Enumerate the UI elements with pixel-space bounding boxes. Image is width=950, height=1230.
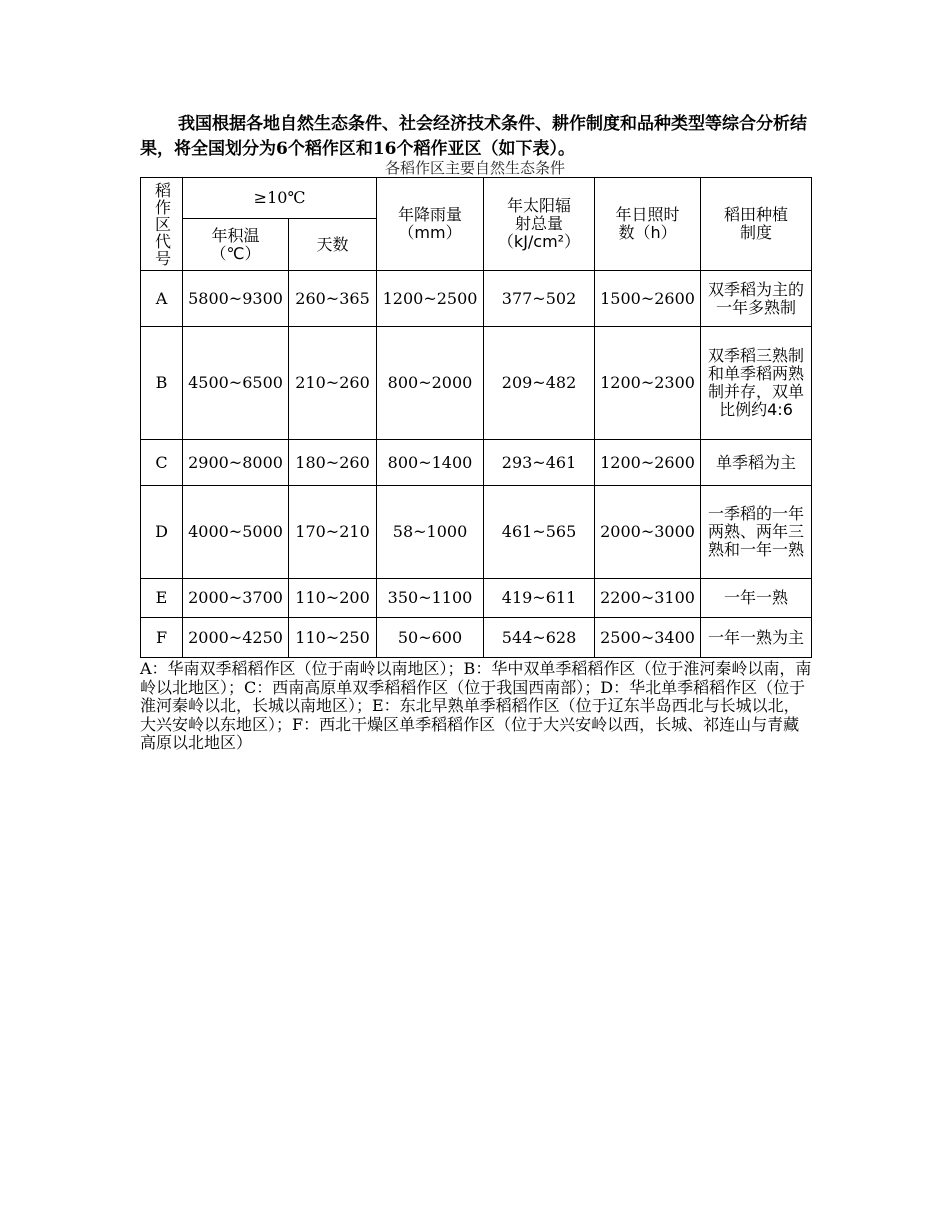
- header-accum-temp-unit: （℃）: [210, 243, 261, 263]
- intro-paragraph: [140, 112, 810, 162]
- table-row: [141, 618, 812, 658]
- cell-code: E: [141, 579, 183, 618]
- cell-temp: 2000~4250: [183, 618, 289, 658]
- cell-rain: 800~2000: [377, 327, 484, 440]
- header-rainfall-unit: （mm）: [398, 223, 462, 242]
- cell-solar: 293~461: [484, 440, 595, 486]
- cell-solar: 419~611: [484, 579, 595, 618]
- header-sunshine-label: 年日照时: [615, 205, 680, 224]
- cell-rain: 800~1400: [377, 440, 484, 486]
- header-system-label-2: 制度: [740, 223, 773, 242]
- cell-rain: 50~600: [377, 618, 484, 658]
- cell-solar: 377~502: [484, 271, 595, 327]
- region-notes: A：华南双季稻稻作区（位于南岭以南地区）；B：华中双单季稻稻作区（位于淮河秦岭以南，南岭以北地区）；C：西南高原单双季稻稻作区（位于我国西南部）；D：华北单季稻稻作区（位于淮河秦岭以北，长城以南地区）；E：东北早熟单季稻稻作区（位于辽东半岛西北与长城以北，大兴安岭以东地区）；F：西北干燥区单季稻稻作区（位于大兴安岭以西，长城、祁连山与青藏高原以北地区）: [140, 659, 812, 752]
- header-accum-temp: [183, 219, 289, 271]
- cell-days: 210~260: [289, 327, 377, 440]
- cell-days: 170~210: [289, 486, 377, 579]
- cell-sun: 1500~2600: [595, 271, 701, 327]
- cell-system: 一年一熟: [701, 579, 812, 618]
- header-days: 天数: [289, 219, 377, 271]
- header-region-code: 稻作区代号: [141, 178, 183, 271]
- cell-solar: 209~482: [484, 327, 595, 440]
- header-solar-unit: （kJ/cm²）: [497, 232, 581, 251]
- cell-system: 一年一熟为主: [701, 618, 812, 658]
- cell-days: 180~260: [289, 440, 377, 486]
- cell-rain: 350~1100: [377, 579, 484, 618]
- table-row: [141, 486, 812, 579]
- table-row: [141, 327, 812, 440]
- cell-sun: 2500~3400: [595, 618, 701, 658]
- header-rainfall-label: 年降雨量: [398, 205, 463, 224]
- cell-temp: 4000~5000: [183, 486, 289, 579]
- cell-temp: 5800~9300: [183, 271, 289, 327]
- cell-temp: 2900~8000: [183, 440, 289, 486]
- cell-code: B: [141, 327, 183, 440]
- header-solar: [484, 178, 595, 271]
- table-row: [141, 579, 812, 618]
- intro-text: 我国根据各地自然生态条件、社会经济技术条件、耕作制度和品种类型等综合分析结果，将全国划分为6个稻作区和16个稻作亚区（如下表）。: [140, 114, 807, 159]
- table-row: [141, 440, 812, 486]
- table-row: [141, 271, 812, 327]
- header-accum-temp-label: 年积温: [211, 225, 260, 245]
- rice-region-table: [140, 177, 812, 658]
- header-solar-label-2: 射总量: [515, 214, 564, 233]
- cell-code: D: [141, 486, 183, 579]
- cell-system: 双季稻三熟制和单季稻两熟制并存，双单比例约4:6: [701, 327, 812, 440]
- cell-sun: 2000~3000: [595, 486, 701, 579]
- table-caption: 各稻作区主要自然生态条件: [384, 159, 565, 177]
- cell-days: 110~250: [289, 618, 377, 658]
- header-system-label-1: 稻田种植: [724, 205, 789, 224]
- cell-system: 单季稻为主: [701, 440, 812, 486]
- cell-temp: 2000~3700: [183, 579, 289, 618]
- cell-rain: 1200~2500: [377, 271, 484, 327]
- header-ge10: ≥10℃: [183, 178, 377, 219]
- cell-solar: 461~565: [484, 486, 595, 579]
- cell-days: 260~365: [289, 271, 377, 327]
- cell-code: F: [141, 618, 183, 658]
- header-planting-system: [701, 178, 812, 271]
- cell-solar: 544~628: [484, 618, 595, 658]
- cell-sun: 1200~2600: [595, 440, 701, 486]
- header-sunshine: [595, 178, 701, 271]
- cell-code: A: [141, 271, 183, 327]
- cell-days: 110~200: [289, 579, 377, 618]
- header-rainfall: [377, 178, 484, 271]
- cell-sun: 1200~2300: [595, 327, 701, 440]
- cell-sun: 2200~3100: [595, 579, 701, 618]
- cell-code: C: [141, 440, 183, 486]
- header-sunshine-unit: 数（h）: [618, 223, 677, 242]
- cell-system: 一季稻的一年两熟、两年三熟和一年一熟: [701, 486, 812, 579]
- cell-system: 双季稻为主的一年多熟制: [701, 271, 812, 327]
- header-solar-label-1: 年太阳辐: [507, 196, 572, 215]
- cell-rain: 58~1000: [377, 486, 484, 579]
- cell-temp: 4500~6500: [183, 327, 289, 440]
